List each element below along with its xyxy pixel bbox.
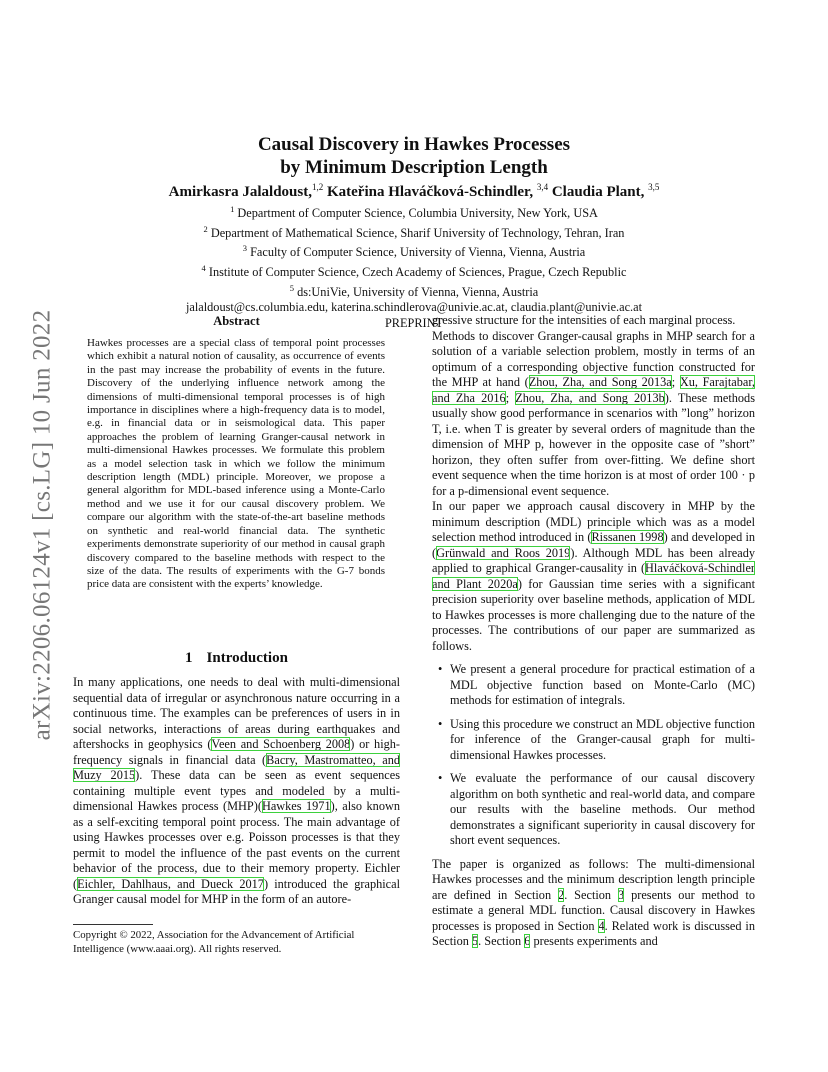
affiliation: $^1$ Department of Computer Science, Columbia University, New York, USA — [230, 204, 598, 221]
citation-link[interactable]: Hawkes 1971 — [261, 799, 331, 813]
abstract-heading: Abstract — [213, 314, 260, 328]
author-name: Kateřina Hlaváčková-Schindler, — [326, 184, 534, 200]
arxiv-stamp — [22, 290, 62, 760]
citation-link[interactable]: Zhou, Zha, and Song 2013a — [528, 375, 672, 389]
list-item: • We evaluate the performance of our causal discovery algorithm on both synthetic and real-world data, and compare our results with the baseline methods. Our method demonstrates a significant superiority in causal discovery for short event sequences. — [438, 771, 755, 847]
paragraph: Methods to discover Granger-causal graphs in MHP search for a solution of a variable selection problem, mostly in terms of an optimum of a corresponding objective function constructed for the MHP at hand (Zhou, Zha, and Song 2013a; Xu, Farajtabar, and Zha 2016; Zhou, Zha, and Song 2013b). These methods usually show good performance in scenarios with ”long” horizon T, i.e. when T is greater by several orders of magnitude than the dimension of MHP p, however in the opposite case of ”short” horizon, they often suffer from over-fitting. We define short event sequence when the time horizon is at most of order 100 · p for a p-dimensional event sequence. — [432, 328, 756, 498]
citation-link[interactable]: Grünwald and Roos 2019 — [436, 545, 571, 560]
citation-link[interactable]: Rissanen 1998 — [591, 530, 664, 544]
paper-title: Causal Discovery in Hawkes Processes by Minimum Description Length — [257, 134, 571, 178]
citation-link[interactable]: Veen and Schoenberg 2008 — [211, 737, 351, 751]
author-affil-sup: 1,2 — [311, 182, 324, 192]
preprint-label: PREPRINT — [384, 316, 444, 331]
bullet-icon: • — [438, 771, 443, 785]
author-emails: jalaldoust@cs.columbia.edu, katerina.schindlerova@univie.ac.at, claudia.plant@univie.ac.at — [185, 300, 642, 315]
footnote-divider — [73, 924, 153, 925]
citation-link[interactable]: Hlaváčková-Schindler and Plant 2020a — [432, 561, 755, 591]
affiliation: $^4$ Institute of Computer Science, Czech Academy of Sciences, Prague, Czech Republic — [201, 263, 627, 280]
author-name: Claudia Plant, — [551, 184, 645, 200]
bullet-icon: • — [438, 662, 443, 676]
right-column — [432, 313, 755, 950]
arxiv-stamp-text: arXiv:2206.06124v1 [cs.LG] 10 Jun 2022 — [28, 309, 56, 741]
paragraph: gressive structure for the intensities of each marginal process. — [432, 313, 736, 327]
citation-link[interactable]: Zhou, Zha, and Song 2013b — [515, 390, 665, 405]
affiliation: $^5$ ds:UniVie, University of Vienna, Vienna, Austria — [289, 282, 539, 299]
author-name: Amirkasra Jalaldoust, — [168, 184, 312, 200]
list-item: • Using this procedure we construct an MDL objective function for inference of the Granger-causal graph for multi-dimensional Hawkes processes. — [438, 716, 755, 762]
intro-paragraph: In many applications, one needs to deal with multi-dimensional sequential data of irregular or asynchronous nature occurring in a continuous time. The examples can be preferences of users in in social networks, interactions of areas during earthquakes and aftershocks in geophysics (Veen and Schoenberg 2008) or high-frequency signals in financial data (Bacry, Mastromatteo, and Muzy 2015). These data can be seen as event sequences containing multiple event types and modeled by a multi-dimensional Hawkes process (MHP)(Hawkes 1971), also known as a self-exciting temporal point process. The main advantage of using Hawkes processes over e.g. Poisson processes is that they permit to model the influence of the past events on the current behavior of the process, due to their memory property. Eichler (Eichler, Dahlhaus, and Dueck 2017) introduced the graphical Granger causal model for MHP in the form of an autore- — [73, 675, 401, 906]
paragraph: In our paper we approach causal discovery in MHP by the minimum description (MDL) principle which was as a model selection method introduced in (Rissanen 1998) and developed in (Grünwald and Roos 2019). Although MDL has been already applied to graphical Granger-causality in (Hlaváčková-Schindler and Plant 2020a) for Gaussian time series with a significant precision superiority over baseline methods, application of MDL to Hawkes processes is more challenging due to the nature of the processes. The contributions of our paper are summarized as follows. — [432, 499, 756, 653]
list-item: • We present a general procedure for practical estimation of a MDL objective function based on Monte-Carlo (MC) methods for estimation of integrals. — [438, 662, 755, 707]
paragraph: The paper is organized as follows: The multi-dimensional Hawkes processes and the minimum description length principle are defined in Section 2. Section 3 presents our method to estimate a general MDL function. Causal discovery in Hawkes processes is proposed in Section 4. Related work is discussed in Section 5. Section 6 presents experiments and — [432, 856, 755, 948]
section-heading — [73, 650, 400, 667]
citation-link[interactable]: Eichler, Dahlhaus, and Dueck 2017 — [77, 876, 264, 891]
section-number: 1 — [185, 650, 193, 666]
abstract-text: Hawkes processes are a special class of temporal point processes which exhibit a natural notion of causality, as occurrence of events in the past may increase the probability of events in the future. Discovery of the underlying influence network among the dimensions of multi-dimensional temporal processes is of high importance in disciplines where a high-frequency data is to model, e.g. in financial data or in seismological data. This paper approaches the problem of learning Granger-causal network in multi-dimensional Hawkes processes. We formulate this problem as a model selection task in which we follow the minimum description length (MDL) principle. Moreover, we propose a general algorithm for MDL-based inference using a Monte-Carlo method and we use it for our causal discovery problem. We compare our algorithm with the state-of-the-art baseline methods on synthetic and real-world financial data. The synthetic experiments demonstrate superiority of our method in causal graph discovery compared to the baseline methods with respect to the size of the data. The results of experiments with the G-7 bonds price data are consistent with the experts’ knowledge. — [87, 337, 385, 591]
citation-link[interactable]: Xu, Farajtabar, and Zha 2016 — [432, 375, 756, 405]
author-affil-sup: 3,4 — [536, 182, 549, 192]
section-ref-link[interactable]: 2 — [558, 887, 565, 902]
section-ref-link[interactable]: 6 — [524, 934, 531, 948]
affiliation: $^2$ Department of Mathematical Science, Sharif University of Technology, Tehran, Iran — [203, 223, 625, 240]
section-ref-link[interactable]: 5 — [471, 934, 479, 948]
section-ref-link[interactable]: 3 — [618, 887, 625, 902]
section-title: Introduction — [206, 650, 288, 666]
author-affil-sup: 3,5 — [648, 182, 660, 192]
author-list — [0, 182, 828, 201]
copyright-footnote: Copyright © 2022, Association for the Advancement of Artificial Intelligence (www.aaai.org). All rights reserved. — [73, 929, 355, 955]
affiliation: $^3$ Faculty of Computer Science, University of Vienna, Vienna, Austria — [242, 243, 586, 260]
citation-link[interactable]: Bacry, Mastromatteo, and Muzy 2015 — [73, 752, 400, 782]
section-ref-link[interactable]: 4 — [598, 918, 605, 933]
contribution-list — [432, 662, 755, 849]
bullet-icon: • — [438, 716, 443, 731]
